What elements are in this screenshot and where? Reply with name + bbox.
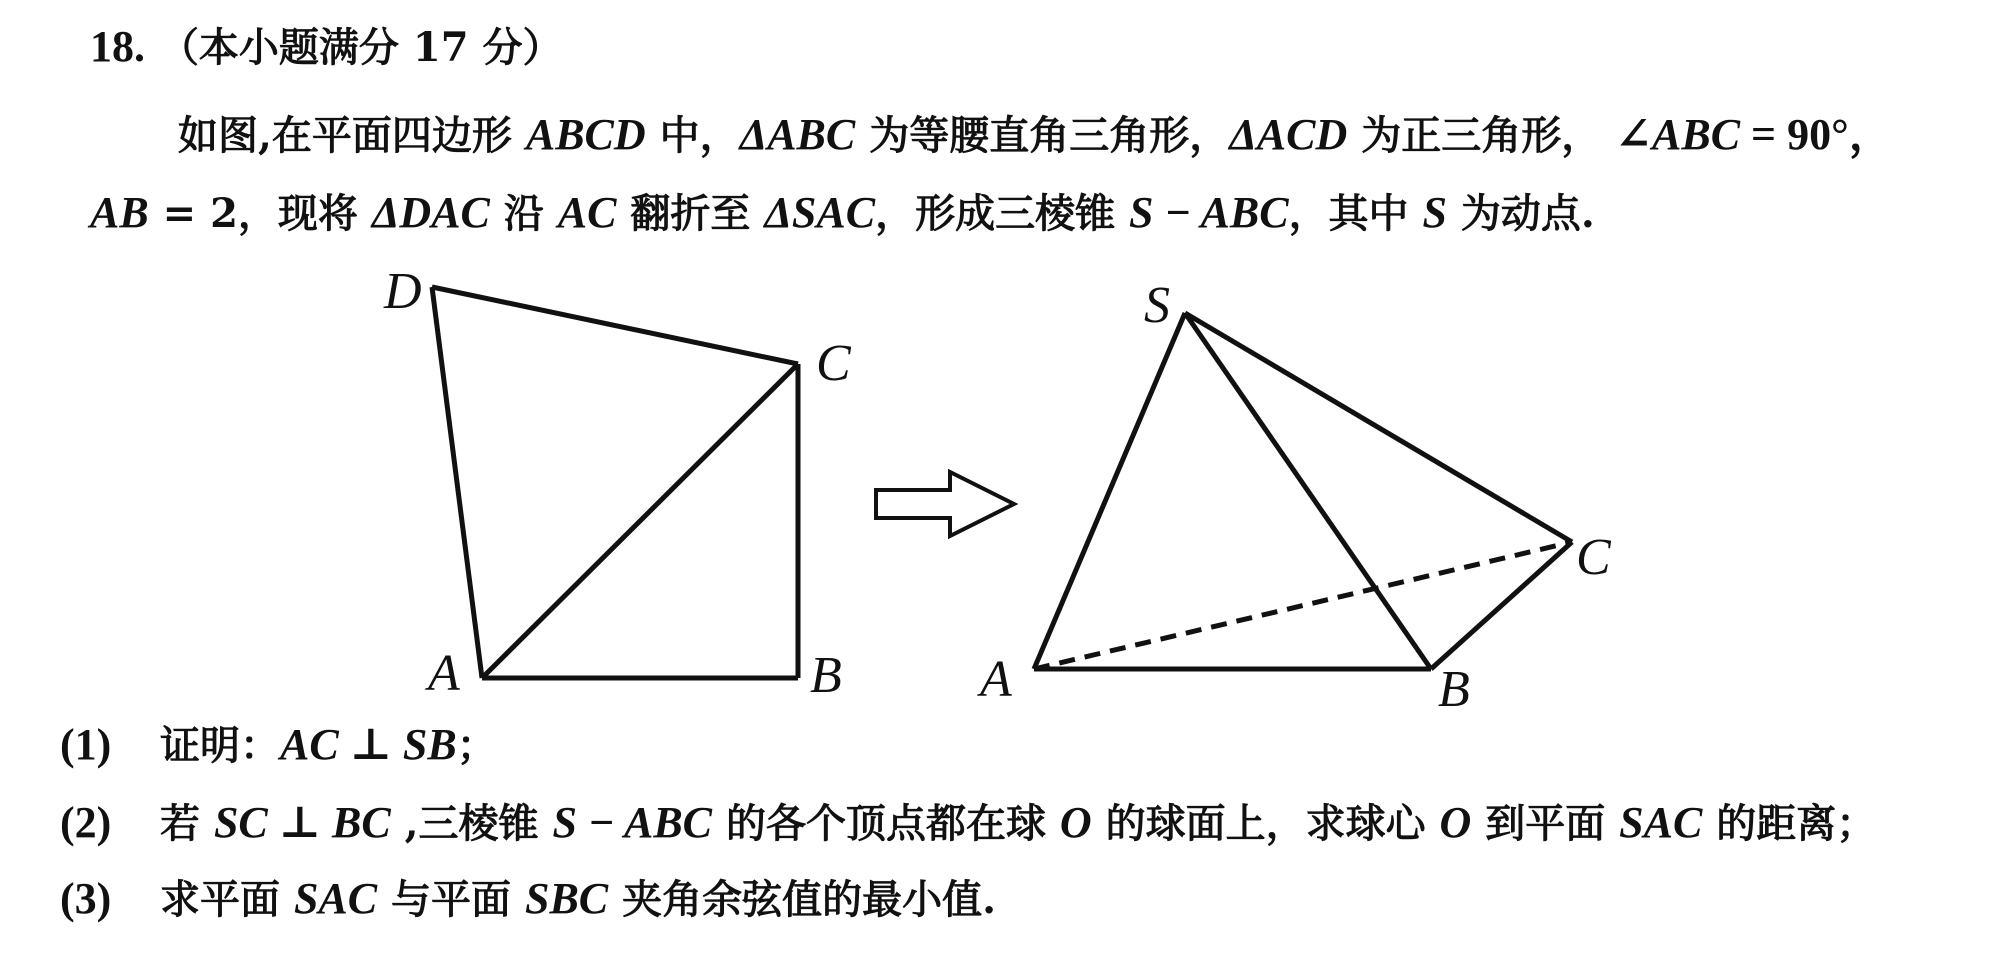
text-segment: 到平面 xyxy=(1471,800,1620,847)
math-point-o: O xyxy=(1059,798,1092,847)
math-triangle-abc: ΔABC xyxy=(739,110,856,159)
math-triangle-sac: ΔSAC xyxy=(764,188,876,237)
vertex-label-d: D xyxy=(384,263,422,320)
text-segment: 与平面 xyxy=(377,876,525,923)
text-segment: 夹角余弦值的最小值. xyxy=(608,876,996,923)
text-segment: 为正三角形， xyxy=(1347,112,1616,159)
math-segment-ab: AB xyxy=(90,188,149,237)
text-segment: ，形成三棱锥 xyxy=(875,190,1130,237)
math-quadrilateral: ABCD xyxy=(525,110,646,159)
sub-question-2 xyxy=(60,798,1876,849)
text-segment: 为动点. xyxy=(1446,190,1595,237)
math-angle-value: = 90°， xyxy=(1740,110,1893,159)
text-segment: 如图,在平面四边形 xyxy=(178,112,526,159)
vertex-label-b: B xyxy=(1438,661,1470,718)
text-segment: 沿 xyxy=(489,190,558,237)
math-plane-sac: SAC xyxy=(1619,798,1703,847)
question-score: （本小题满分 17 分） xyxy=(158,24,563,71)
math-triangle-dac: ΔDAC xyxy=(371,188,490,237)
text-segment: 为等腰直角三角形， xyxy=(855,112,1230,159)
text-segment: 翻折至 xyxy=(616,190,765,237)
math-plane-sbc: SBC xyxy=(524,874,609,923)
math-expression: SC ⊥ BC xyxy=(213,798,391,847)
math-angle-abc: ∠ABC xyxy=(1615,110,1741,159)
sub-question-label: (2) xyxy=(60,798,112,847)
edge-dc xyxy=(432,287,798,364)
edge-sc xyxy=(1185,313,1572,542)
text-segment: 求平面 xyxy=(160,876,294,923)
edge-sb xyxy=(1185,313,1431,669)
math-point-o: O xyxy=(1439,798,1472,847)
text-segment: 证明： xyxy=(160,722,280,769)
edge-da xyxy=(432,287,482,678)
math-triangle-acd: ΔACD xyxy=(1229,110,1348,159)
edge-ac-diagonal xyxy=(482,364,798,678)
text-segment: 的距离； xyxy=(1702,800,1877,847)
text-segment: 中， xyxy=(645,112,740,159)
text-segment: 若 xyxy=(160,800,214,847)
vertex-label-c: C xyxy=(1576,529,1611,586)
question-number: 18. xyxy=(90,22,145,71)
math-segment-ac: AC xyxy=(557,188,617,237)
vertex-label-b: B xyxy=(810,647,842,704)
text-segment: 的各个顶点都在球 xyxy=(712,800,1060,847)
edge-sa xyxy=(1034,313,1185,669)
vertex-label-a: A xyxy=(428,645,460,702)
math-expression: AC ⊥ SB xyxy=(280,720,457,769)
fold-arrow-icon xyxy=(876,472,1014,536)
vertex-label-a: A xyxy=(980,651,1012,708)
sub-question-label: (1) xyxy=(60,720,112,769)
text-segment: ，其中 xyxy=(1288,190,1423,237)
sub-question-3 xyxy=(60,874,996,925)
sub-question-label: (3) xyxy=(60,874,112,923)
text-segment: ； xyxy=(456,722,497,769)
text-segment: 的球面上，求球心 xyxy=(1091,800,1440,847)
math-pyramid: S − ABC xyxy=(552,798,713,847)
sub-question-1 xyxy=(60,720,497,771)
pyramid-s-abc-figure xyxy=(1034,313,1572,669)
math-pyramid: S − ABC xyxy=(1129,188,1289,237)
quadrilateral-abcd-figure xyxy=(432,287,798,678)
text-segment: ,三棱锥 xyxy=(390,800,553,847)
vertex-label-s: S xyxy=(1144,277,1170,334)
edge-ac-hidden xyxy=(1034,542,1572,669)
text-segment: = 2，现将 xyxy=(148,190,372,237)
math-point-s: S xyxy=(1422,188,1447,237)
math-plane-sac: SAC xyxy=(293,874,378,923)
vertex-label-c: C xyxy=(816,335,851,392)
